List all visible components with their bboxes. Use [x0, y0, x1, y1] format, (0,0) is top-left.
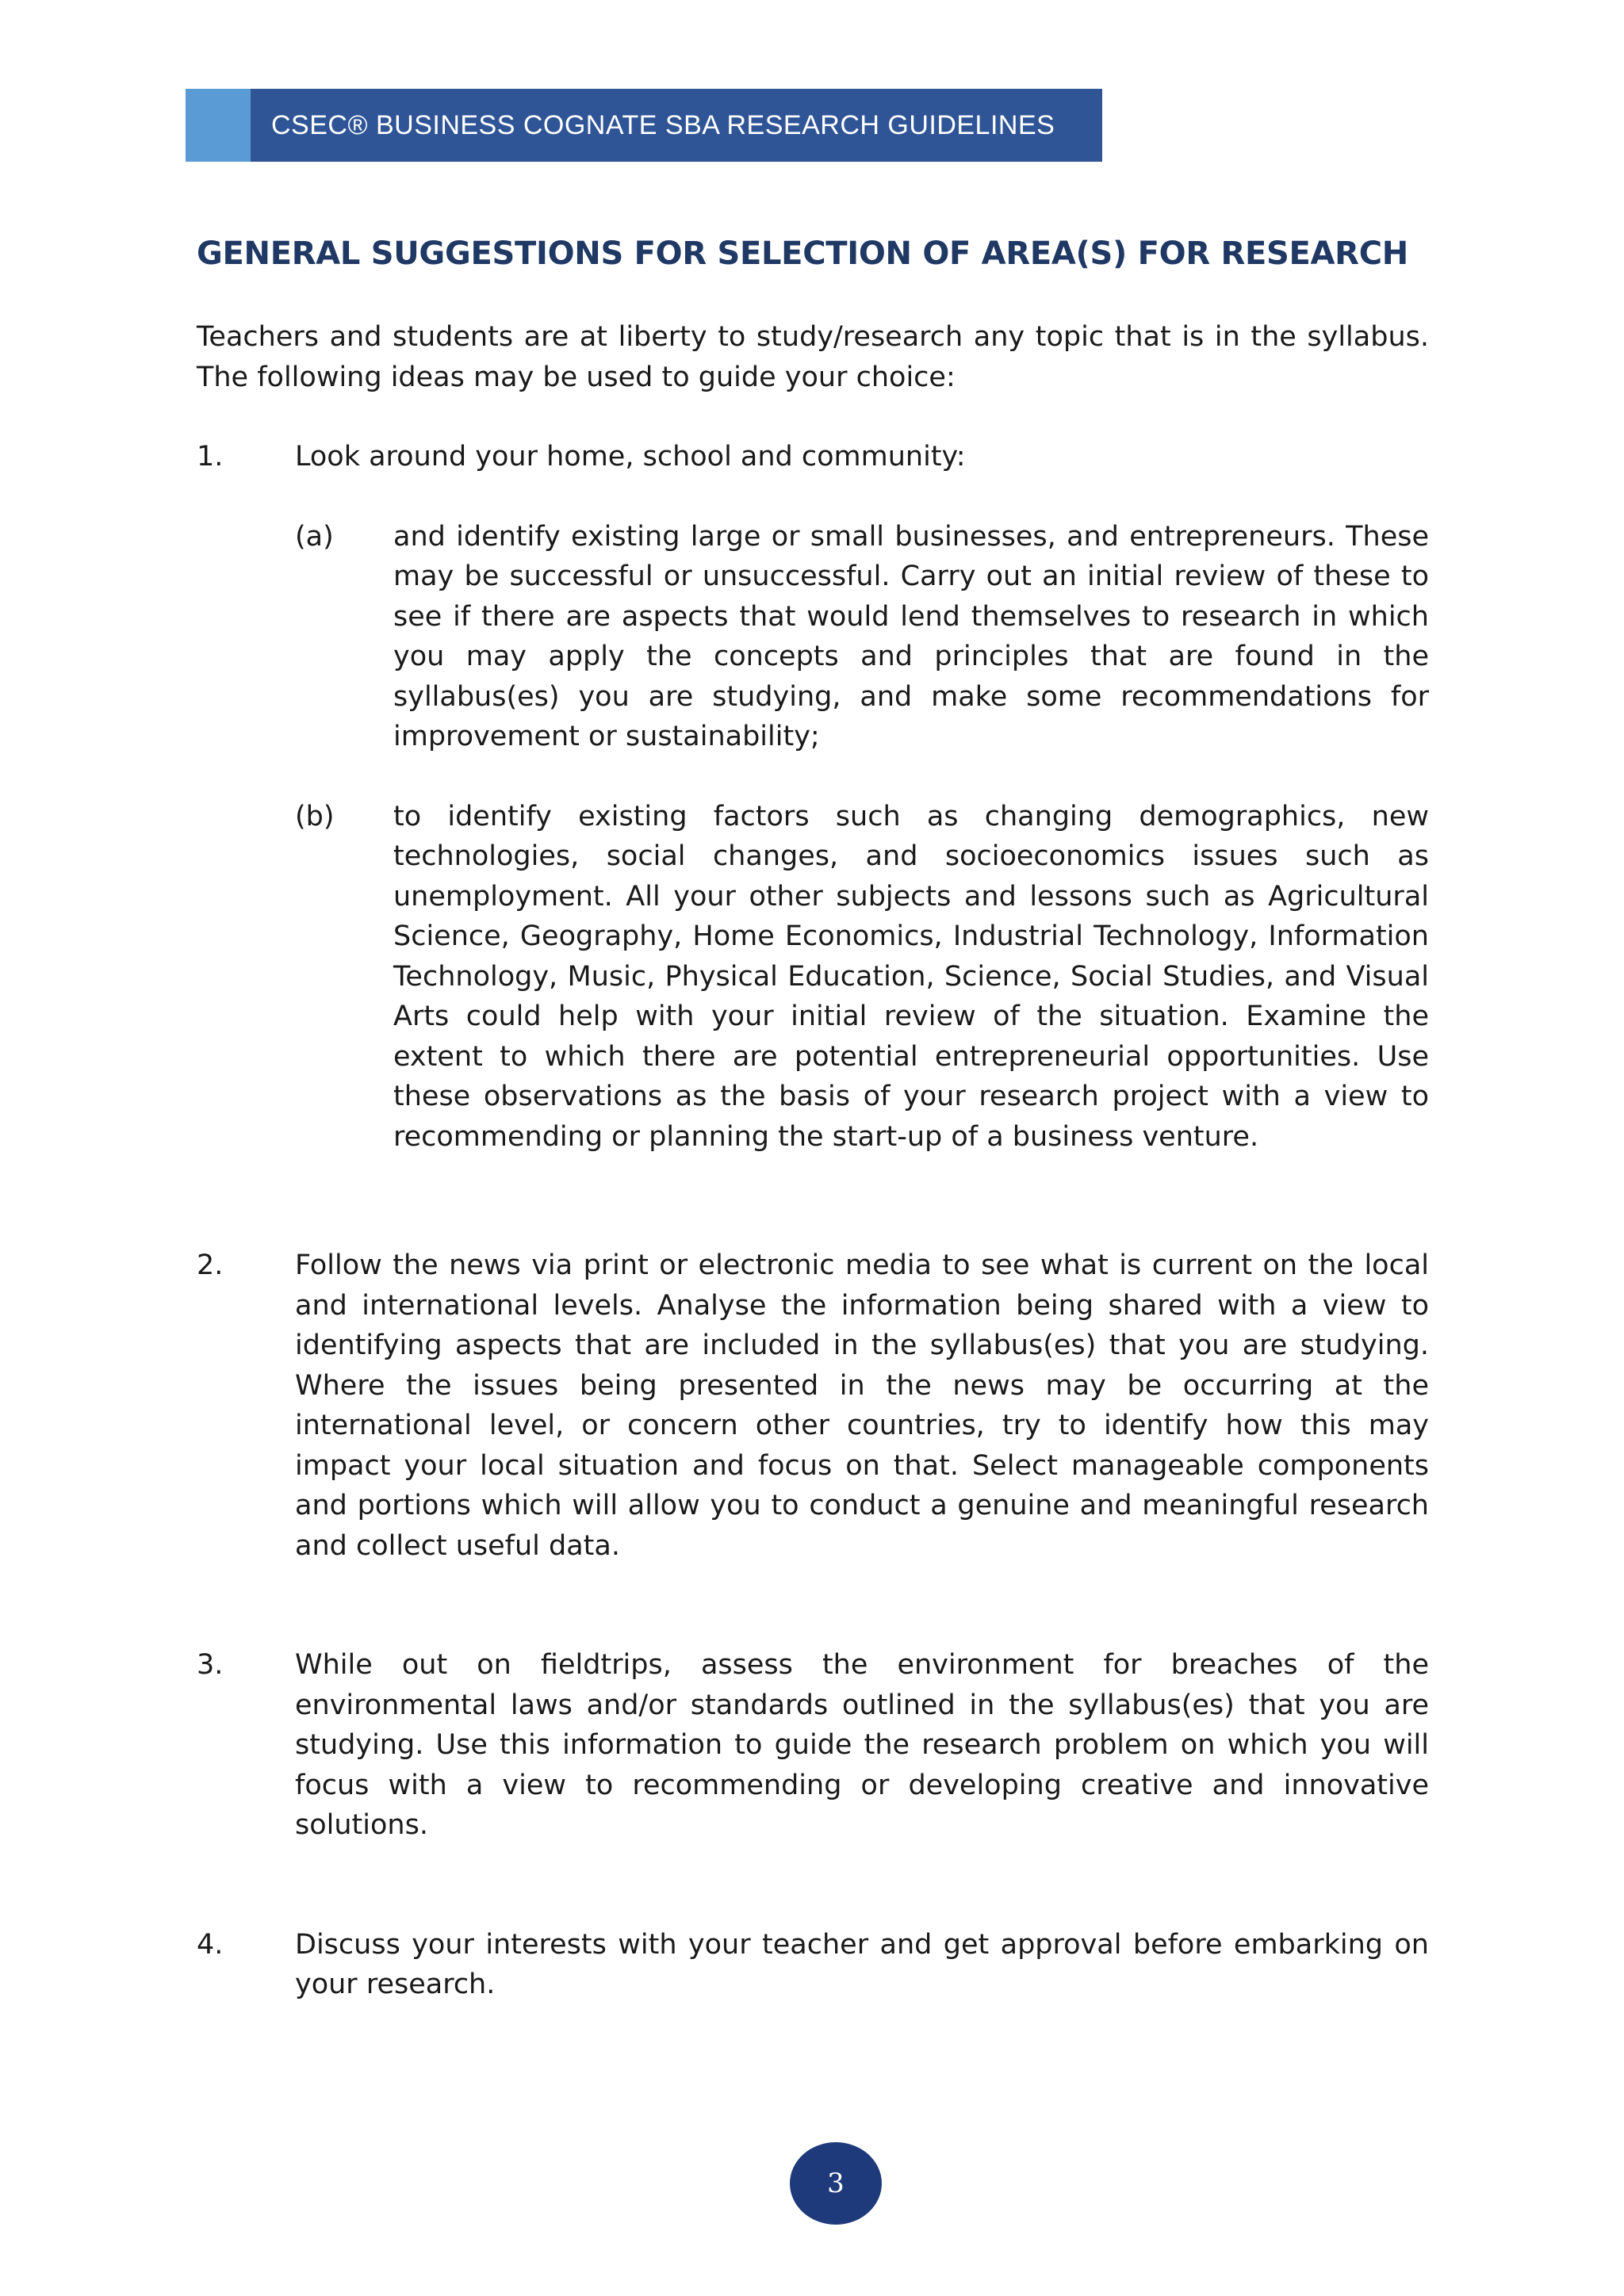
- sub-item-label: (b): [295, 800, 335, 832]
- sub-item-text: to identify existing factors such as changing demographics, new technologies, social changes, and socioeconomics issues such as unemployment. All your other subjects and lessons such as Agricultural Science, Geography, Home Economics, Industrial Technology, Information Technology, Music, Physical Education, Science, Social Studies, and Visual Arts could help with your initial review of the situation. Examine the extent to which there are potential entrepreneurial opportunities. Use these observations as the basis of your research project with a view to recommending or planning the start-up of a business venture.: [393, 800, 1429, 1153]
- list-item-2: [197, 1246, 1429, 1566]
- list-item-number: 4.: [197, 1928, 224, 1961]
- list-item-number: 1.: [197, 441, 224, 473]
- sub-item-a: [295, 517, 1429, 757]
- list-item-text: Follow the news via print or electronic media to see what is current on the local and international levels. Analyse the information being shared with a view to identifying aspects that are included in the syllabus(es) that you are studying. Where the issues being presented in the news may be occurring at the international level, or concern other countries, try to identify how this may impact your local situation and focus on that. Select manageable components and portions which will allow you to conduct a genuine and meaningful research and collect useful data.: [295, 1249, 1429, 1562]
- list-item-3: [197, 1645, 1429, 1846]
- list-item-text: Discuss your interests with your teacher and get approval before embarking on your research.: [295, 1928, 1429, 2000]
- document-body: [197, 230, 1429, 2005]
- list-item-4: [197, 1925, 1429, 2005]
- page-title: GENERAL SUGGESTIONS FOR SELECTION OF AREA(S) FOR RESEARCH: [197, 235, 1408, 272]
- sub-item-b: [295, 797, 1429, 1158]
- list-item-body: [295, 437, 1429, 1157]
- page-number-badge: 3: [790, 2142, 882, 2225]
- header-title: CSEC® BUSINESS COGNATE SBA RESEARCH GUIDELINES: [251, 89, 1102, 162]
- header-banner: [186, 89, 1102, 162]
- sub-item-text: and identify existing large or small businesses, and entrepreneurs. These may be successful or unsuccessful. Carry out an initial review of these to see if there are aspects that would lend themselves to research in which you may apply the concepts and principles that are found in the syllabus(es) you are studying, and make some recommendations for improvement or sustainability;: [393, 520, 1429, 752]
- sub-item-label: (a): [295, 520, 334, 553]
- list-item-number: 3.: [197, 1649, 224, 1681]
- list-item-number: 2.: [197, 1249, 224, 1281]
- list-item-text: Look around your home, school and community:: [295, 441, 966, 473]
- intro-paragraph: Teachers and students are at liberty to study/research any topic that is in the syllabus. The following ideas may be used to guide your choice:: [197, 321, 1429, 393]
- header-accent-block: [186, 89, 251, 162]
- list-item-text: While out on fieldtrips, assess the environment for breaches of the environmental laws and/or standards outlined in the syllabus(es) that you are studying. Use this information to guide the research problem on which you will focus with a view to recommending or developing creative and innovative solutions.: [295, 1649, 1429, 1841]
- list-item-1: [197, 437, 1429, 1157]
